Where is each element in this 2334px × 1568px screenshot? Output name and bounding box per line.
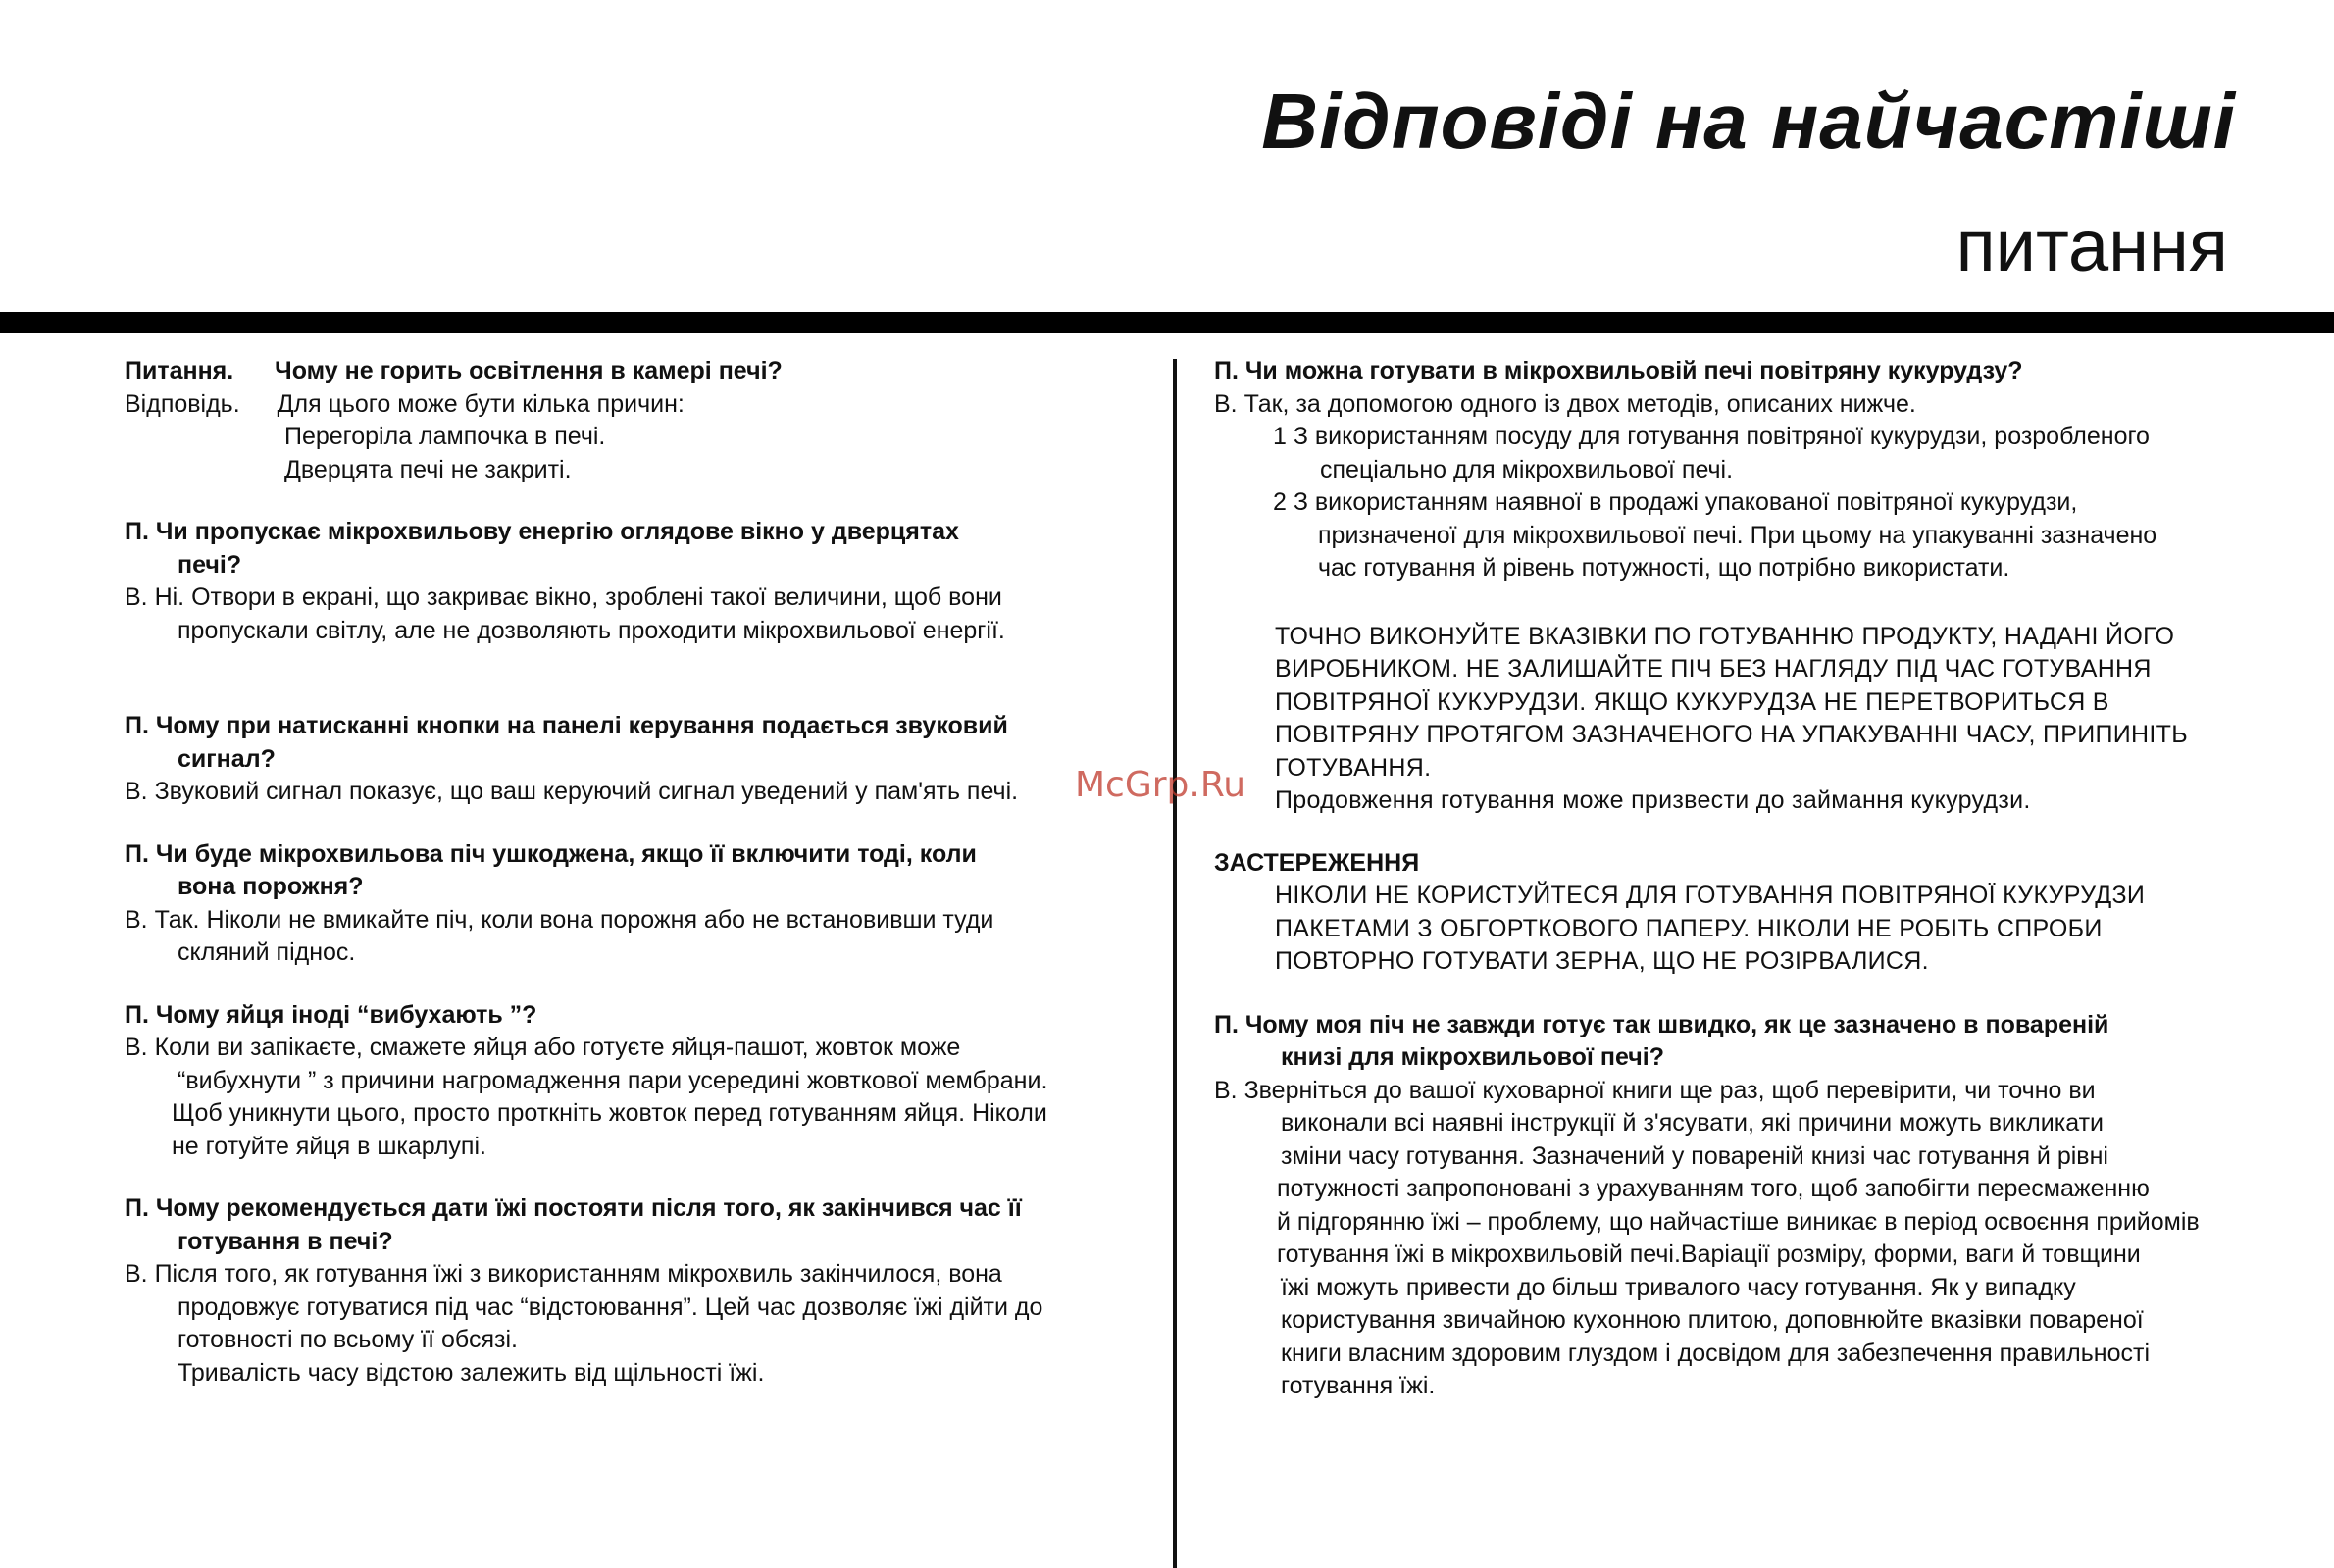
page-title: Відповіді на найчастіші bbox=[1261, 77, 2236, 165]
answer-line: В. Звуковий сигнал показує, що ваш керуючий сигнал уведений у пам'ять печі. bbox=[125, 778, 1019, 805]
question-line: П. Чому при натисканні кнопки на панелі керування подається звуковий bbox=[125, 712, 1008, 739]
page-subtitle: питання bbox=[1955, 205, 2228, 286]
answer-line: спеціально для мікрохвильової печі. bbox=[1320, 455, 1734, 483]
answer-line: готування їжі. bbox=[1281, 1372, 1436, 1399]
warning-block bbox=[1214, 847, 2254, 979]
faq-item-popcorn bbox=[1214, 355, 2254, 585]
answer-line: час готування й рівень потужності, що потрібно використати. bbox=[1318, 554, 2010, 582]
answer-label: Відповідь. bbox=[125, 389, 240, 418]
popcorn-notice bbox=[1214, 621, 2254, 818]
warning-heading: ЗАСТЕРЕЖЕННЯ bbox=[1214, 848, 1420, 877]
answer-line: В. Так. Ніколи не вмикайте піч, коли вона порожня або не встановивши туди bbox=[125, 905, 994, 934]
answer-line: “вибухнути ” з причини нагромадження пари усередині жовткової мембрани. bbox=[178, 1066, 1048, 1094]
question bbox=[125, 355, 1159, 388]
answer-line: готовності по всьому її обсязі. bbox=[178, 1326, 518, 1353]
notice-line: ГОТУВАННЯ. bbox=[1275, 753, 1432, 782]
answer-line: 1 З використанням посуду для готування повітряної кукурудзи, розробленого bbox=[1273, 423, 2150, 450]
right-column bbox=[1214, 355, 2254, 1403]
answer-line: виконали всі наявні інструкції й з'ясувати, які причини можуть викликати bbox=[1281, 1109, 2104, 1137]
faq-item-window bbox=[125, 516, 1159, 647]
answer-line: В. Коли ви запікаєте, смажете яйця або готуєте яйця-пашот, жовток може bbox=[125, 1034, 961, 1061]
answer-item: Дверцята печі не закриті. bbox=[284, 455, 572, 483]
column-divider bbox=[1173, 359, 1177, 1568]
answer-item: Перегоріла лампочка в печі. bbox=[284, 423, 606, 450]
answer-line: їжі можуть привести до більш тривалого часу готування. Як у випадку bbox=[1281, 1273, 2076, 1301]
notice-line: ТОЧНО ВИКОНУЙТЕ ВКАЗІВКИ ПО ГОТУВАННЮ ПРОДУКТУ, НАДАНІ ЙОГО bbox=[1275, 622, 2175, 650]
faq-item-empty-oven bbox=[125, 838, 1159, 970]
faq-item-cooking-speed bbox=[1214, 1009, 2254, 1403]
answer-line: книги власним здоровим глуздом і досвідом для забезпечення правильності bbox=[1281, 1339, 2151, 1367]
warning-line: ПАКЕТАМИ З ОБГОРТКОВОГО ПАПЕРУ. НІКОЛИ НЕ РОБІТЬ СПРОБИ bbox=[1275, 914, 2103, 942]
answer-line: призначеної для мікрохвильової печі. При цьому на упакуванні зазначено bbox=[1318, 521, 2157, 549]
answer-text: Для цього може бути кілька причин: bbox=[277, 389, 685, 418]
answer-line: В. Після того, як готування їжі з використанням мікрохвиль закінчилося, вона bbox=[125, 1260, 1002, 1288]
answer-line: готування їжі в мікрохвильовій печі.Варіації розміру, форми, ваги й товщини bbox=[1277, 1240, 2141, 1268]
header-rule bbox=[0, 312, 2334, 333]
notice-line: ВИРОБНИКОМ. НЕ ЗАЛИШАЙТЕ ПІЧ БЕЗ НАГЛЯДУ ПІД ЧАС ГОТУВАННЯ bbox=[1275, 655, 2152, 683]
question-line: П. Чому рекомендується дати їжі постояти після того, як закінчився час її bbox=[125, 1194, 1022, 1222]
answer-line: Тривалість часу відстою залежить від щільності їжі. bbox=[178, 1358, 765, 1387]
warning-line: ПОВТОРНО ГОТУВАТИ ЗЕРНА, ЩО НЕ РОЗІРВАЛИСЯ. bbox=[1275, 947, 1929, 975]
answer bbox=[125, 388, 1159, 422]
question-line: П. Чи пропускає мікрохвильову енергію оглядове вікно у дверцятах bbox=[125, 518, 959, 545]
answer-line: зміни часу готування. Зазначений у повареній книзі час готування й рівні bbox=[1281, 1141, 2108, 1170]
faq-item-light bbox=[125, 355, 1159, 486]
answer-line: й підгорянню їжі – проблему, що найчастіше виникає в період освоєння прийомів bbox=[1277, 1207, 2200, 1236]
faq-item-eggs bbox=[125, 999, 1159, 1164]
question-label: Питання. bbox=[125, 357, 234, 384]
answer-line: потужності запропоновані з урахуванням того, щоб запобігти пересмаженню bbox=[1277, 1175, 2150, 1202]
question-line: сигнал? bbox=[178, 744, 276, 773]
notice-line: ПОВІТРЯНУ ПРОТЯГОМ ЗАЗНАЧЕНОГО НА УПАКУВАННІ ЧАСУ, ПРИПИНІТЬ bbox=[1275, 721, 2188, 748]
answer-line: пропускали світлу, але не дозволяють проходити мікрохвильової енергії. bbox=[178, 616, 1005, 644]
question-line: печі? bbox=[178, 550, 242, 579]
faq-item-standing-time bbox=[125, 1192, 1159, 1390]
answer-line: Щоб уникнути цього, просто проткніть жовток перед готуванням яйця. Ніколи bbox=[172, 1099, 1047, 1127]
answer-line: В. Ні. Отвори в екрані, що закриває вікно, зроблені такої величини, щоб вони bbox=[125, 583, 1002, 611]
left-column bbox=[125, 355, 1159, 1390]
faq-item-beep bbox=[125, 710, 1159, 809]
question-line: П. Чому моя піч не завжди готує так швидко, як це зазначено в повареній bbox=[1214, 1010, 2109, 1038]
warning-line: НІКОЛИ НЕ КОРИСТУЙТЕСЯ ДЛЯ ГОТУВАННЯ ПОВІТРЯНОЇ КУКУРУДЗИ bbox=[1275, 882, 2146, 909]
answer-line: скляний піднос. bbox=[178, 938, 356, 966]
question-line: П. Чому яйця іноді “вибухають ”? bbox=[125, 1000, 537, 1029]
answer-line: В. Зверніться до вашої куховарної книги ще раз, щоб перевірити, чи точно ви bbox=[1214, 1076, 2096, 1104]
question-line: П. Чи буде мікрохвильова піч ушкоджена, якщо її включити тоді, коли bbox=[125, 839, 977, 868]
answer-line: В. Так, за допомогою одного із двох методів, описаних нижче. bbox=[1214, 389, 1916, 418]
answer-line: користування звичайною кухонною плитою, доповнюйте вказівки поваренoї bbox=[1281, 1306, 2144, 1334]
notice-tail: Продовження готування може призвести до займання кукурудзи. bbox=[1275, 786, 2031, 814]
answer-line: 2 З використанням наявної в продажі упакованої повітряної кукурудзи, bbox=[1273, 488, 2078, 516]
question-text: Чому не горить освітлення в камері печі? bbox=[275, 357, 783, 384]
question-line: книзі для мікрохвильової печі? bbox=[1281, 1043, 1665, 1071]
question-line: вона порожня? bbox=[178, 873, 364, 900]
notice-line: ПОВІТРЯНОЇ КУКУРУДЗИ. ЯКЩО КУКУРУДЗА НЕ ПЕРЕТВОРИТЬСЯ В bbox=[1275, 687, 2109, 716]
question-line: П. Чи можна готувати в мікрохвильовій печі повітряну кукурудзу? bbox=[1214, 357, 2023, 384]
watermark: McGrp.Ru bbox=[1075, 765, 1246, 805]
question-line: готування в печі? bbox=[178, 1227, 393, 1255]
answer-line: продовжує готуватися під час “відстоювання”. Цей час дозволяє їжі дійти до bbox=[178, 1292, 1043, 1321]
answer-line: не готуйте яйця в шкарлупі. bbox=[172, 1132, 486, 1160]
